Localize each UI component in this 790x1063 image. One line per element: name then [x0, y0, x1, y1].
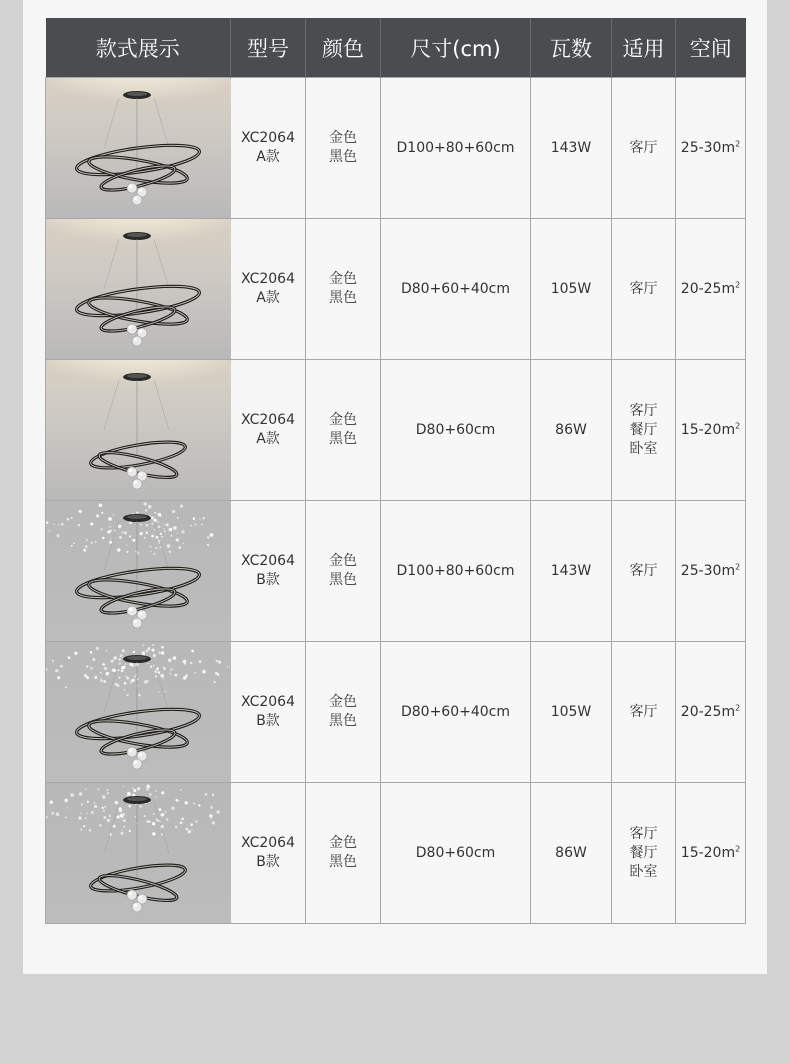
- header-room: 适用: [612, 18, 676, 78]
- watt-cell: [531, 783, 612, 924]
- product-image-cell: [46, 360, 231, 501]
- pendant-chandelier-icon: [46, 642, 230, 782]
- color-text: 金色: [329, 271, 357, 287]
- model-text: B款: [256, 572, 280, 588]
- watt-text: 105W: [550, 280, 592, 297]
- watt-text: 143W: [550, 562, 592, 579]
- model-text: A款: [256, 149, 280, 165]
- model-cell: [231, 783, 306, 924]
- model-text: XC2064: [241, 412, 295, 428]
- color-text: 金色: [329, 553, 357, 569]
- model-cell: [231, 78, 306, 219]
- table-row: [46, 501, 746, 642]
- color-text: 黑色: [329, 431, 357, 447]
- size-cell: [381, 78, 531, 219]
- space-text: 20-25m: [680, 703, 736, 720]
- room-cell: [612, 78, 676, 219]
- space-unit: 2: [735, 138, 741, 148]
- room-text: 客厅: [629, 402, 658, 419]
- size-text: D80+60+40cm: [400, 703, 511, 720]
- space-cell: [676, 360, 746, 501]
- pendant-chandelier-icon: [46, 78, 230, 218]
- product-image-cell: [46, 78, 231, 219]
- header-size: 尺寸(cm): [381, 18, 531, 78]
- size-text: D80+60cm: [415, 844, 496, 861]
- pendant-chandelier-icon: [46, 501, 230, 641]
- product-image-cell: [46, 219, 231, 360]
- room-text: 客厅: [629, 139, 658, 156]
- size-cell: [381, 642, 531, 783]
- model-cell: [231, 360, 306, 501]
- space-unit: 2: [735, 279, 741, 289]
- color-text: 金色: [329, 694, 357, 710]
- table-header-row: [46, 18, 746, 78]
- room-text: 客厅: [629, 825, 658, 842]
- model-cell: [231, 219, 306, 360]
- spec-table: [45, 18, 746, 924]
- header-style: 款式展示: [46, 18, 231, 78]
- watt-text: 86W: [555, 421, 587, 438]
- product-image-cell: [46, 501, 231, 642]
- room-cell: [612, 642, 676, 783]
- model-text: XC2064: [241, 130, 295, 146]
- room-text: 客厅: [629, 562, 658, 579]
- room-text: 卧室: [629, 863, 658, 880]
- watt-text: 86W: [555, 844, 587, 861]
- color-text: 金色: [329, 835, 357, 851]
- room-cell: [612, 783, 676, 924]
- model-cell: [231, 501, 306, 642]
- space-text: 15-20m: [680, 844, 736, 861]
- color-cell: [306, 78, 381, 219]
- watt-text: 143W: [550, 139, 592, 156]
- watt-cell: [531, 78, 612, 219]
- table-row: [46, 78, 746, 219]
- table-row: [46, 783, 746, 924]
- room-text: 餐厅: [629, 421, 658, 438]
- pendant-chandelier-icon: [46, 219, 230, 359]
- watt-text: 105W: [550, 703, 592, 720]
- header-space: 空间: [676, 18, 746, 78]
- space-cell: [676, 219, 746, 360]
- room-text: 卧室: [629, 440, 658, 457]
- size-text: D100+80+60cm: [396, 139, 515, 156]
- table-row: [46, 219, 746, 360]
- model-text: A款: [256, 431, 280, 447]
- room-text: 餐厅: [629, 844, 658, 861]
- model-text: XC2064: [241, 835, 295, 851]
- model-text: XC2064: [241, 694, 295, 710]
- pendant-chandelier-icon: [46, 783, 230, 923]
- size-cell: [381, 501, 531, 642]
- size-cell: [381, 783, 531, 924]
- table-row: [46, 642, 746, 783]
- product-image-cell: [46, 783, 231, 924]
- room-cell: [612, 501, 676, 642]
- space-text: 20-25m: [680, 280, 736, 297]
- watt-cell: [531, 219, 612, 360]
- watt-cell: [531, 642, 612, 783]
- size-cell: [381, 360, 531, 501]
- size-text: D80+60cm: [415, 421, 496, 438]
- model-text: B款: [256, 713, 280, 729]
- color-cell: [306, 501, 381, 642]
- room-cell: [612, 360, 676, 501]
- space-cell: [676, 78, 746, 219]
- pendant-chandelier-icon: [46, 360, 230, 500]
- room-text: 客厅: [629, 703, 658, 720]
- color-cell: [306, 783, 381, 924]
- header-model: 型号: [231, 18, 306, 78]
- color-text: 黑色: [329, 290, 357, 306]
- size-text: D100+80+60cm: [396, 562, 515, 579]
- color-text: 黑色: [329, 572, 357, 588]
- space-text: 25-30m: [680, 562, 736, 579]
- space-unit: 2: [735, 843, 741, 853]
- size-cell: [381, 219, 531, 360]
- header-color: 颜色: [306, 18, 381, 78]
- space-cell: [676, 783, 746, 924]
- model-text: XC2064: [241, 271, 295, 287]
- watt-cell: [531, 501, 612, 642]
- color-cell: [306, 360, 381, 501]
- color-text: 黑色: [329, 713, 357, 729]
- color-cell: [306, 219, 381, 360]
- header-watt: 瓦数: [531, 18, 612, 78]
- table-row: [46, 360, 746, 501]
- space-text: 25-30m: [680, 139, 736, 156]
- product-image-cell: [46, 642, 231, 783]
- model-text: XC2064: [241, 553, 295, 569]
- space-unit: 2: [735, 702, 741, 712]
- color-text: 金色: [329, 130, 357, 146]
- model-cell: [231, 642, 306, 783]
- model-text: B款: [256, 854, 280, 870]
- space-cell: [676, 642, 746, 783]
- watt-cell: [531, 360, 612, 501]
- color-text: 黑色: [329, 854, 357, 870]
- space-cell: [676, 501, 746, 642]
- model-text: A款: [256, 290, 280, 306]
- color-text: 黑色: [329, 149, 357, 165]
- space-unit: 2: [735, 420, 741, 430]
- color-cell: [306, 642, 381, 783]
- size-text: D80+60+40cm: [400, 280, 511, 297]
- room-cell: [612, 219, 676, 360]
- space-unit: 2: [735, 561, 741, 571]
- space-text: 15-20m: [680, 421, 736, 438]
- color-text: 金色: [329, 412, 357, 428]
- room-text: 客厅: [629, 280, 658, 297]
